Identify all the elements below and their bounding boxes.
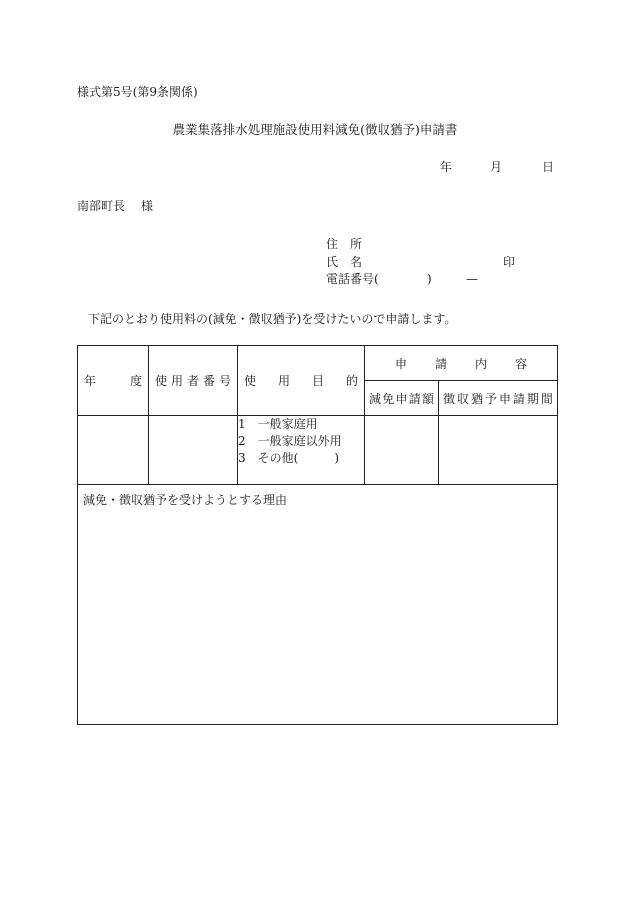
header-purpose-text: 使 用 目 的 xyxy=(244,374,358,388)
date-month-label: 月 xyxy=(490,160,503,174)
header-user-no xyxy=(149,346,238,416)
addressee xyxy=(77,200,153,212)
header-request-text: 申 請 内 容 xyxy=(395,356,527,371)
form-title: 農業集落排水処理施設使用料減免(徴収猶予)申請書 xyxy=(172,122,458,137)
date-year-label: 年 xyxy=(440,160,453,174)
cell-year[interactable] xyxy=(78,416,149,485)
header-purpose xyxy=(238,346,365,416)
intro-text: 下記のとおり使用料の(減免・徴収猶予)を受けたいので申請します。 xyxy=(88,312,457,326)
form-number: 様式第5号(第9条関係) xyxy=(77,85,198,99)
applicant-phone-label: 電話番号( xyxy=(326,272,379,286)
cell-reduction[interactable] xyxy=(365,416,439,485)
reason-label: 減免・徴収猶予を受けようとする理由 xyxy=(83,493,288,507)
date-line xyxy=(440,161,554,173)
cell-purpose[interactable] xyxy=(238,416,365,485)
purpose-option: 3 その他( ) xyxy=(238,451,339,465)
date-day-label: 日 xyxy=(542,160,555,174)
header-year-text: 年 度 xyxy=(84,374,142,388)
addressee-honorific: 様 xyxy=(141,199,154,213)
header-deferral-text: 徴 収 猶 予 申 請 期 間 xyxy=(443,391,553,406)
header-reduction-text: 減 免 申 請 額 xyxy=(369,391,434,406)
cell-deferral[interactable] xyxy=(439,416,558,485)
seal-mark: 印 xyxy=(503,255,516,269)
phone-dash: — xyxy=(466,272,478,286)
application-table xyxy=(77,345,558,725)
header-user-no-text: 使 用 者 番 号 xyxy=(155,374,231,388)
purpose-option: 2 一般家庭以外用 xyxy=(238,434,342,448)
header-reduction xyxy=(365,381,439,416)
header-year xyxy=(78,346,149,416)
header-deferral xyxy=(439,381,558,416)
cell-reason[interactable] xyxy=(78,485,558,725)
applicant-name-label: 氏 名 xyxy=(326,255,363,269)
addressee-name: 南部町長 xyxy=(77,199,126,213)
applicant-address-label: 住 所 xyxy=(326,237,363,251)
header-request xyxy=(365,346,558,381)
cell-user-no[interactable] xyxy=(149,416,238,485)
purpose-option: 1 一般家庭用 xyxy=(238,417,318,431)
phone-close-paren: ) xyxy=(427,272,432,286)
